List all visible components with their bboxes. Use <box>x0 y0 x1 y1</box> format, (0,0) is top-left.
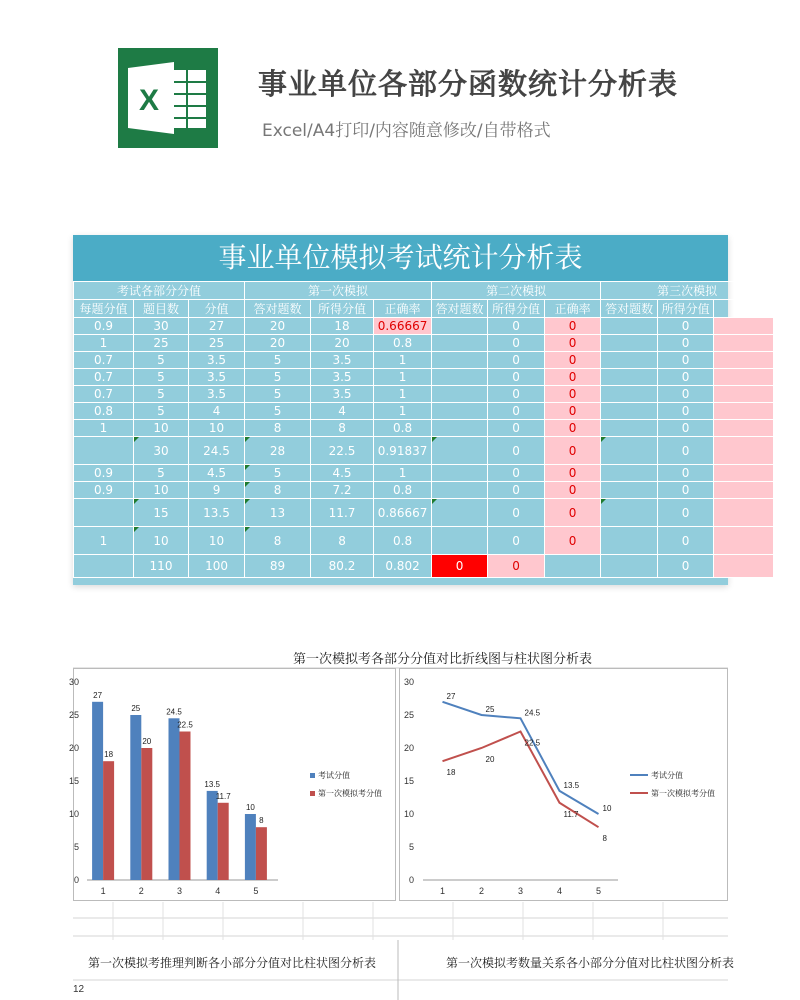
table-cell[interactable]: 0.91837 <box>374 437 432 465</box>
y-tick-label: 0 <box>408 875 414 885</box>
table-cell[interactable] <box>601 527 658 555</box>
column-header-cell: 每题分值 <box>74 300 134 318</box>
table-cell[interactable] <box>432 527 488 555</box>
column-header-row <box>74 300 774 318</box>
column-header-cell: 正确率 <box>374 300 432 318</box>
table-cell[interactable]: 0.9 <box>74 482 134 499</box>
y-tick-label: 5 <box>73 842 79 852</box>
table-cell[interactable]: 0 <box>488 335 545 352</box>
table-cell[interactable] <box>545 555 601 578</box>
bar-data-label: 11.7 <box>215 791 231 801</box>
table-cell[interactable]: 1 <box>374 386 432 403</box>
table-row <box>74 527 774 555</box>
table-cell[interactable] <box>601 420 658 437</box>
table-cell[interactable]: 20 <box>245 335 311 352</box>
table-cell[interactable]: 100 <box>189 555 245 578</box>
table-row <box>74 420 774 437</box>
table-cell[interactable]: 1 <box>374 403 432 420</box>
line-data-label: 27 <box>446 691 456 701</box>
table-cell[interactable]: 10 <box>134 482 189 499</box>
table-cell[interactable]: 0 <box>658 482 714 499</box>
table-cell[interactable]: 5 <box>245 369 311 386</box>
bar-data-label: 8 <box>259 816 264 826</box>
table-cell[interactable]: 0.8 <box>374 420 432 437</box>
table-row <box>74 482 774 499</box>
table-cell[interactable]: 80.2 <box>311 555 374 578</box>
table-cell[interactable]: 10 <box>134 527 189 555</box>
table-row <box>74 318 774 335</box>
table-cell[interactable]: 0.7 <box>74 386 134 403</box>
sub-chart-title-quantity: 第一次模拟考数量关系各小部分分值对比柱状图分析表 <box>446 956 735 970</box>
table-row <box>74 352 774 369</box>
table-cell[interactable]: 8 <box>311 527 374 555</box>
table-cell[interactable]: 0.8 <box>374 482 432 499</box>
legend-label: 第一次模拟考分值 <box>318 789 382 798</box>
group-header-cell: 第二次模拟 <box>432 282 601 300</box>
spreadsheet-preview <box>73 235 728 585</box>
table-cell[interactable] <box>714 420 774 437</box>
bar-data-label: 24.5 <box>166 707 182 717</box>
column-header-cell: 答对题数 <box>245 300 311 318</box>
table-cell[interactable]: 0 <box>488 482 545 499</box>
table-cell[interactable]: 0 <box>658 318 714 335</box>
legend-label: 第一次模拟考分值 <box>651 789 715 798</box>
table-cell[interactable]: 0 <box>488 527 545 555</box>
table-cell[interactable]: 0 <box>658 437 714 465</box>
table-cell[interactable]: 1 <box>374 465 432 482</box>
legend-label: 考试分值 <box>651 771 683 780</box>
table-cell[interactable]: 18 <box>311 318 374 335</box>
legend-swatch <box>310 773 315 778</box>
table-cell[interactable] <box>714 437 774 465</box>
bar-data-label: 27 <box>93 690 103 700</box>
table-cell[interactable]: 0 <box>658 369 714 386</box>
line-data-label: 11.7 <box>563 809 579 819</box>
table-row <box>74 403 774 420</box>
table-cell[interactable]: 4 <box>189 403 245 420</box>
table-cell[interactable] <box>714 555 774 578</box>
bar-data-label: 18 <box>104 750 114 760</box>
table-cell[interactable]: 8 <box>245 527 311 555</box>
x-tick-label: 1 <box>100 886 106 896</box>
group-header-cell: 考试各部分分值 <box>74 282 245 300</box>
y-tick-label: 25 <box>68 710 79 720</box>
bar-data-label: 20 <box>142 737 152 746</box>
x-tick-label: 5 <box>595 886 602 896</box>
table-cell[interactable]: 30 <box>134 318 189 335</box>
table-cell[interactable]: 5 <box>134 386 189 403</box>
table-cell[interactable]: 11.7 <box>311 499 374 527</box>
column-header-cell: 分值 <box>189 300 245 318</box>
y-tick-label: 15 <box>68 776 79 786</box>
table-row <box>74 335 774 352</box>
table-cell[interactable]: 0 <box>658 335 714 352</box>
table-cell[interactable]: 0 <box>488 465 545 482</box>
table-cell[interactable]: 28 <box>245 437 311 465</box>
line-data-label: 10 <box>602 804 612 813</box>
table-cell[interactable]: 0 <box>488 555 545 578</box>
table-cell[interactable] <box>432 369 488 386</box>
table-cell[interactable]: 13.5 <box>189 499 245 527</box>
table-cell[interactable]: 5 <box>134 465 189 482</box>
table-row <box>74 369 774 386</box>
table-cell[interactable]: 0 <box>545 499 601 527</box>
table-cell[interactable]: 0 <box>488 369 545 386</box>
column-header-cell: 所得分值 <box>658 300 714 318</box>
table-cell[interactable]: 0.66667 <box>374 318 432 335</box>
table-cell[interactable] <box>714 482 774 499</box>
table-cell[interactable]: 3.5 <box>311 369 374 386</box>
table-cell[interactable]: 0 <box>658 527 714 555</box>
group-header-cell: 第一次模拟 <box>245 282 432 300</box>
bar <box>130 715 141 880</box>
table-cell[interactable]: 5 <box>245 386 311 403</box>
y-tick-label: 10 <box>68 809 79 819</box>
table-cell[interactable] <box>432 420 488 437</box>
logo-letter: X <box>138 84 160 117</box>
table-cell[interactable]: 0.8 <box>74 403 134 420</box>
table-cell[interactable] <box>714 335 774 352</box>
table-cell[interactable]: 5 <box>245 465 311 482</box>
x-tick-label: 2 <box>478 886 485 896</box>
bar <box>103 761 114 880</box>
table-cell[interactable] <box>74 437 134 465</box>
table-cell[interactable]: 25 <box>189 335 245 352</box>
table-cell[interactable]: 0 <box>545 482 601 499</box>
table-cell[interactable]: 0 <box>545 369 601 386</box>
column-header-cell: 所得分值 <box>488 300 545 318</box>
line-data-label: 24.5 <box>524 708 541 718</box>
table-cell[interactable]: 0 <box>488 420 545 437</box>
table-cell[interactable]: 0 <box>545 527 601 555</box>
table-cell[interactable]: 15 <box>134 499 189 527</box>
line-data-label: 13.5 <box>563 780 580 790</box>
table-cell[interactable] <box>601 555 658 578</box>
x-tick-label: 3 <box>517 886 524 896</box>
table-cell[interactable]: 8 <box>245 420 311 437</box>
x-tick-label: 2 <box>138 886 144 896</box>
table-cell[interactable] <box>714 369 774 386</box>
table-cell[interactable] <box>601 369 658 386</box>
table-cell[interactable]: 5 <box>134 403 189 420</box>
y-tick-label: 10 <box>403 809 414 819</box>
table-cell[interactable] <box>432 403 488 420</box>
table-cell[interactable]: 0 <box>545 465 601 482</box>
table-cell[interactable]: 8 <box>245 482 311 499</box>
table-cell[interactable] <box>714 386 774 403</box>
legend-label: 考试分值 <box>318 771 350 780</box>
table-cell[interactable] <box>601 482 658 499</box>
table-cell[interactable]: 0.7 <box>74 352 134 369</box>
y-tick-label: 25 <box>403 710 414 720</box>
table-cell[interactable]: 0 <box>545 386 601 403</box>
chart-main-title: 第一次模拟考各部分分值对比折线图与柱状图分析表 <box>293 652 593 667</box>
table-cell[interactable] <box>601 335 658 352</box>
table-cell[interactable] <box>714 352 774 369</box>
sub-chart-title-reasoning: 第一次模拟考推理判断各小部分分值对比柱状图分析表 <box>88 956 377 970</box>
table-cell[interactable]: 5 <box>134 352 189 369</box>
column-header-cell: 答对题数 <box>601 300 658 318</box>
table-cell[interactable]: 0 <box>545 437 601 465</box>
group-header-row <box>74 282 774 300</box>
y-tick-label: 30 <box>68 677 79 687</box>
table-cell[interactable]: 3.5 <box>189 386 245 403</box>
bar <box>92 702 103 880</box>
table-cell[interactable]: 5 <box>134 369 189 386</box>
bar-data-label: 22.5 <box>177 720 193 730</box>
table-cell[interactable]: 0 <box>488 386 545 403</box>
y-tick-label: 15 <box>403 776 414 786</box>
table-cell[interactable]: 0 <box>658 352 714 369</box>
table-cell[interactable]: 25 <box>134 335 189 352</box>
table-cell[interactable] <box>601 386 658 403</box>
table-row <box>74 386 774 403</box>
table-cell[interactable] <box>432 499 488 527</box>
legend-swatch <box>310 791 315 796</box>
table-cell[interactable]: 24.5 <box>189 437 245 465</box>
y-tick-label: 0 <box>73 875 79 885</box>
table-cell[interactable] <box>714 465 774 482</box>
table-cell[interactable]: 1 <box>74 527 134 555</box>
x-tick-label: 1 <box>439 886 446 896</box>
table-cell[interactable]: 4 <box>311 403 374 420</box>
table-cell[interactable] <box>714 403 774 420</box>
stats-table <box>73 281 774 578</box>
table-cell[interactable] <box>601 318 658 335</box>
table-cell[interactable]: 0 <box>488 437 545 465</box>
table-row <box>74 465 774 482</box>
sheet-title: 事业单位模拟考试统计分析表 <box>73 235 728 281</box>
bar <box>245 814 256 880</box>
table-cell[interactable]: 13 <box>245 499 311 527</box>
table-cell[interactable]: 4.5 <box>311 465 374 482</box>
table-cell[interactable]: 5 <box>245 352 311 369</box>
table-cell[interactable] <box>432 465 488 482</box>
table-cell[interactable]: 0 <box>545 318 601 335</box>
table-cell[interactable]: 0 <box>658 420 714 437</box>
table-cell[interactable]: 3.5 <box>189 352 245 369</box>
x-tick-label: 5 <box>253 886 259 896</box>
table-cell[interactable] <box>74 499 134 527</box>
table-cell[interactable]: 0 <box>488 499 545 527</box>
line-data-label: 8 <box>602 834 607 844</box>
table-cell[interactable]: 7.2 <box>311 482 374 499</box>
table-cell[interactable]: 0 <box>545 420 601 437</box>
table-cell[interactable]: 3.5 <box>311 386 374 403</box>
x-tick-label: 4 <box>215 886 221 896</box>
bar-data-label: 10 <box>245 803 255 812</box>
bar-data-label: 25 <box>131 704 141 713</box>
table-cell[interactable]: 0.8 <box>374 527 432 555</box>
table-cell[interactable]: 27 <box>189 318 245 335</box>
x-tick-label: 4 <box>556 886 563 896</box>
table-cell[interactable]: 0 <box>545 335 601 352</box>
bar <box>141 748 152 880</box>
table-cell[interactable]: 0 <box>488 403 545 420</box>
line-data-label: 25 <box>485 705 495 714</box>
table-cell[interactable]: 0 <box>488 318 545 335</box>
table-cell[interactable]: 0 <box>488 352 545 369</box>
table-row <box>74 437 774 465</box>
bar-data-label: 13.5 <box>204 779 220 789</box>
table-cell[interactable]: 0 <box>658 403 714 420</box>
bar <box>180 732 191 881</box>
table-cell[interactable] <box>432 482 488 499</box>
table-row <box>74 499 774 527</box>
page-subtitle: Excel/A4打印/内容随意修改/自带格式 <box>262 121 551 141</box>
column-header-cell: 题目数 <box>134 300 189 318</box>
table-cell[interactable] <box>432 335 488 352</box>
column-header-cell: 所得分值 <box>311 300 374 318</box>
table-cell[interactable]: 20 <box>311 335 374 352</box>
table-cell[interactable]: 89 <box>245 555 311 578</box>
table-cell[interactable]: 1 <box>374 369 432 386</box>
bar <box>207 791 218 880</box>
table-cell[interactable] <box>714 318 774 335</box>
table-cell[interactable]: 0 <box>658 555 714 578</box>
y-tick-label: 20 <box>403 743 414 753</box>
x-tick-label: 3 <box>176 886 183 896</box>
table-cell[interactable] <box>714 499 774 527</box>
table-cell[interactable]: 0 <box>545 403 601 420</box>
table-cell[interactable]: 3.5 <box>311 352 374 369</box>
bar <box>169 718 180 880</box>
table-cell[interactable]: 0 <box>658 465 714 482</box>
excel-logo-icon <box>118 48 218 148</box>
table-cell[interactable] <box>432 437 488 465</box>
table-cell[interactable]: 0.9 <box>74 465 134 482</box>
table-cell[interactable] <box>432 318 488 335</box>
column-header-cell: 正确率 <box>545 300 601 318</box>
table-row <box>74 555 774 578</box>
table-cell[interactable] <box>714 527 774 555</box>
table-cell[interactable]: 10 <box>134 420 189 437</box>
bottom-axis-label: 12 <box>73 984 85 995</box>
table-cell[interactable]: 0.7 <box>74 369 134 386</box>
line-data-label: 22.5 <box>524 738 541 748</box>
table-cell[interactable]: 30 <box>134 437 189 465</box>
table-cell[interactable]: 1 <box>374 352 432 369</box>
table-cell[interactable]: 1 <box>74 420 134 437</box>
table-cell[interactable] <box>601 403 658 420</box>
y-tick-label: 30 <box>403 677 414 687</box>
table-cell[interactable]: 22.5 <box>311 437 374 465</box>
line-data-label: 18 <box>446 768 456 778</box>
bar <box>218 803 229 880</box>
table-cell[interactable]: 0 <box>658 499 714 527</box>
table-cell[interactable]: 0 <box>432 555 488 578</box>
table-cell[interactable]: 110 <box>134 555 189 578</box>
table-cell[interactable]: 0 <box>545 352 601 369</box>
table-cell[interactable]: 0.86667 <box>374 499 432 527</box>
table-cell[interactable]: 1 <box>74 335 134 352</box>
table-cell[interactable]: 10 <box>189 420 245 437</box>
series-line <box>443 702 599 814</box>
group-header-cell: 第三次模拟 <box>601 282 774 300</box>
table-cell[interactable]: 10 <box>189 527 245 555</box>
bar <box>256 827 267 880</box>
table-cell[interactable] <box>432 352 488 369</box>
table-cell[interactable]: 0 <box>658 386 714 403</box>
table-cell[interactable]: 5 <box>245 403 311 420</box>
table-cell[interactable]: 4.5 <box>189 465 245 482</box>
table-cell[interactable] <box>601 499 658 527</box>
line-data-label: 20 <box>485 755 495 764</box>
bar-chart-frame <box>74 669 396 901</box>
table-cell[interactable] <box>74 555 134 578</box>
column-header-cell <box>714 300 774 318</box>
table-cell[interactable]: 20 <box>245 318 311 335</box>
table-cell[interactable]: 3.5 <box>189 369 245 386</box>
table-cell[interactable] <box>601 352 658 369</box>
column-header-cell: 答对题数 <box>432 300 488 318</box>
y-tick-label: 20 <box>68 743 79 753</box>
y-tick-label: 5 <box>408 842 414 852</box>
table-cell[interactable] <box>601 465 658 482</box>
chart-area <box>68 640 735 1000</box>
page-title: 事业单位各部分函数统计分析表 <box>258 67 679 101</box>
table-cell[interactable]: 0.802 <box>374 555 432 578</box>
table-cell[interactable]: 8 <box>311 420 374 437</box>
table-cell[interactable] <box>432 386 488 403</box>
table-cell[interactable]: 0.9 <box>74 318 134 335</box>
table-cell[interactable]: 0.8 <box>374 335 432 352</box>
table-cell[interactable]: 9 <box>189 482 245 499</box>
table-cell[interactable] <box>601 437 658 465</box>
